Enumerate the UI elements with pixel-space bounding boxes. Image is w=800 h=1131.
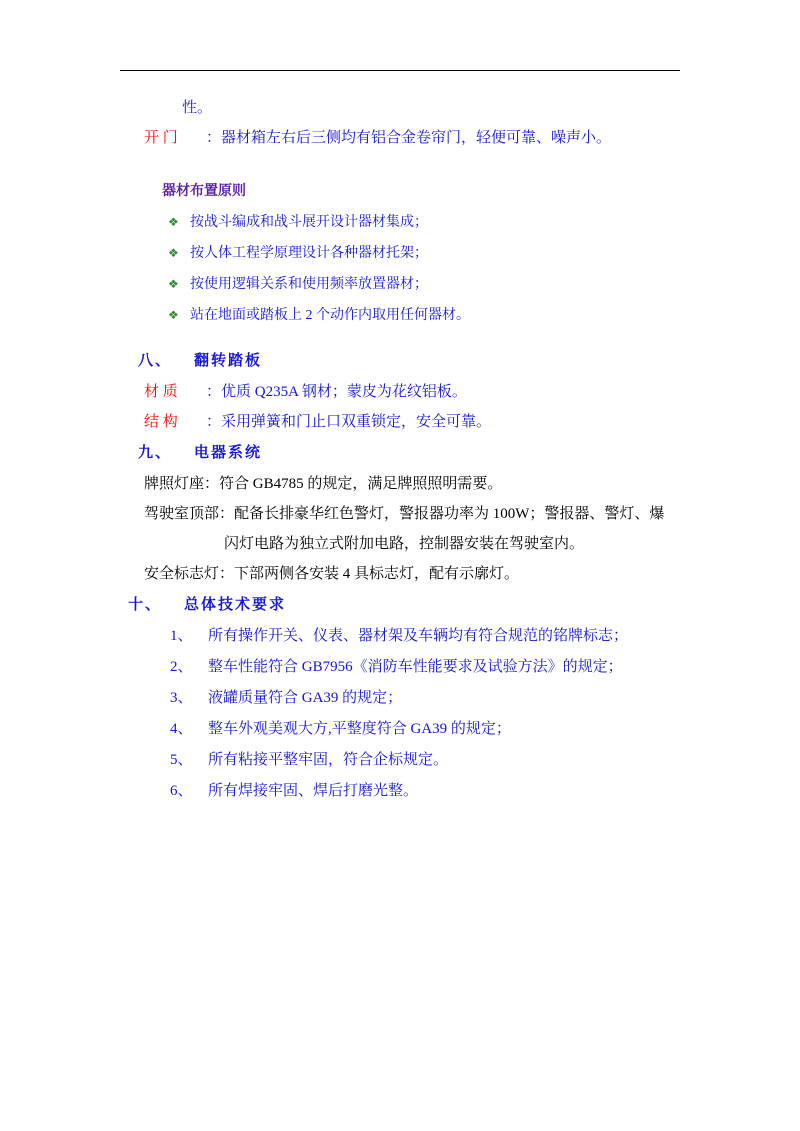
numbered-item [120,714,680,745]
section-number: 八、 [138,353,173,369]
numbered-item [120,776,680,807]
open-door-text: ：器材箱左右后三侧均有铝合金卷帘门，轻便可靠、噪声小。 [206,130,612,146]
item-number: 2、 [170,659,193,675]
item-text: 所有操作开关、仪表、器材架及车辆均有符合规范的铭牌标志； [208,628,629,644]
cab-roof-text-cont: 闪灯电路为独立式附加电路，控制器安装在驾驶室内。 [224,536,585,552]
item-text: 整车外观美观大方,平整度符合 GA39 的规定； [208,721,511,737]
license-lamp-row [120,469,680,499]
item-text: 所有焊接牢固、焊后打磨光整。 [208,783,419,799]
list-item-label: 按战斗编成和战斗展开设计器材集成； [190,215,428,230]
cab-roof-text: ：配备长排豪华红色警灯，警报器功率为 100W；警报器、警灯、爆 [219,506,665,522]
item-text: 所有粘接平整牢固，符合企标规定。 [208,752,449,768]
diamond-bullet-icon: ❖ [168,308,179,322]
item-number: 4、 [170,721,193,737]
diamond-bullet-icon: ❖ [168,246,179,260]
item-text: 整车性能符合 GB7956《消防车性能要求及试验方法》的规定； [208,659,623,675]
list-item-label: 站在地面或踏板上 2 个动作内取用任何器材。 [190,308,470,323]
section-number: 九、 [138,445,173,461]
structure-text: ：采用弹簧和门止口双重锁定，安全可靠。 [206,414,492,430]
cab-roof-row-cont [120,529,680,559]
section-title: 总体技术要求 [184,597,287,613]
safety-lamp-label: 安全标志灯 [144,566,220,582]
intro-line-1: 性。 [182,100,213,116]
numbered-item [120,745,680,776]
layout-principles-heading: 器材布置原则 [162,184,246,199]
item-number: 3、 [170,690,193,706]
material-label: 材 质 [144,384,178,400]
open-door-label: 开 门 [144,130,178,146]
safety-lamp-row [120,559,680,589]
list-item-label: 按使用逻辑关系和使用频率放置器材； [190,277,428,292]
diamond-bullet-icon: ❖ [168,215,179,229]
license-lamp-text: ：符合 GB4785 的规定，满足牌照照明需要。 [204,476,503,492]
material-row [120,377,680,407]
list-item [120,269,680,300]
item-number: 5、 [170,752,193,768]
list-item [120,207,680,238]
material-text: ：优质 Q235A 钢材；蒙皮为花纹铝板。 [206,384,467,400]
section-heading-nine [120,437,680,469]
item-number: 6、 [170,783,193,799]
section-heading-ten [120,589,680,621]
license-lamp-label: 牌照灯座 [144,476,205,492]
header-divider [120,70,680,71]
numbered-item [120,621,680,652]
section-title: 电器系统 [194,445,263,461]
list-item-label: 按人体工程学原理设计各种器材托架； [190,246,428,261]
safety-lamp-text: ：下部两侧各安装 4 具标志灯，配有示廓灯。 [219,566,520,582]
section-number: 十、 [128,597,163,613]
section-heading-eight [120,345,680,377]
item-number: 1、 [170,628,193,644]
cab-roof-row [120,499,680,529]
numbered-item [120,652,680,683]
diamond-bullet-icon: ❖ [168,277,179,291]
structure-label: 结 构 [144,414,178,430]
cab-roof-label: 驾驶室顶部 [144,506,220,522]
list-item [120,300,680,331]
structure-row [120,407,680,437]
numbered-item [120,683,680,714]
item-text: 液罐质量符合 GA39 的规定； [208,690,403,706]
section-title: 翻转踏板 [194,353,263,369]
intro-open-row [120,123,680,153]
list-item [120,238,680,269]
document-body [120,70,680,807]
